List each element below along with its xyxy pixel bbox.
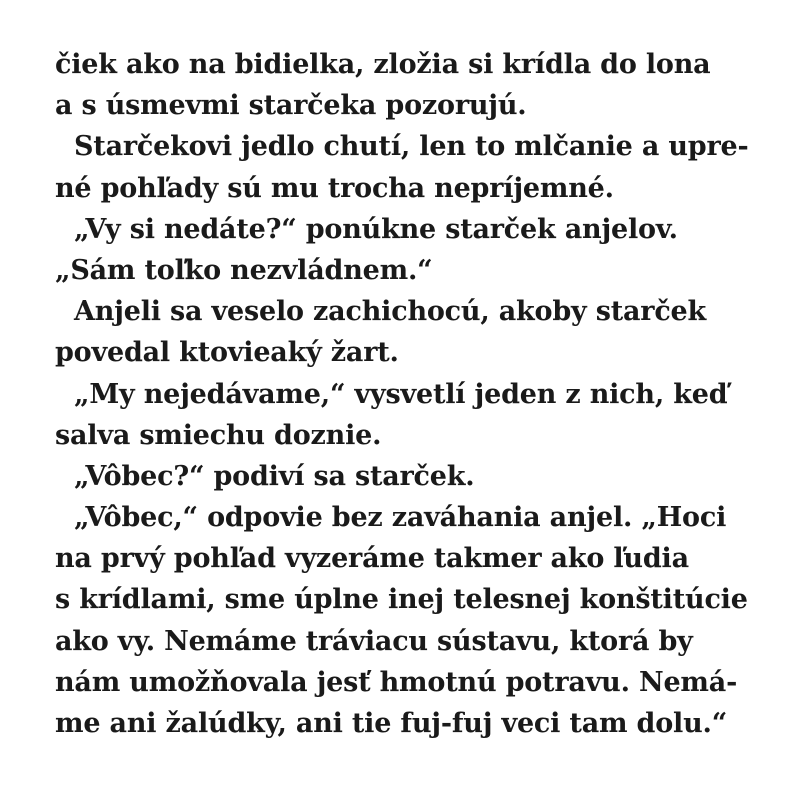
text-line-17: me ani žalúdky, ani tie fuj-fuj veci tam dolu.“	[55, 708, 728, 739]
text-line-15: ako vy. Nemáme tráviacu sústavu, ktorá by	[55, 625, 693, 657]
text-line-1: čiek ako na bidielka, zložia si krídla do lona	[55, 49, 711, 80]
text-line-11: „Vôbec?“ podiví sa starček.	[74, 460, 475, 492]
text-line-12: „Vôbec,“ odpovie bez zaváhania anjel. „Hoci	[74, 502, 727, 534]
text-line-2: a s úsmevmi starčeka pozorujú.	[55, 90, 527, 122]
text-line-14: s krídlami, sme úplne inej telesnej konštitúcie	[55, 584, 748, 616]
text-line-7: Anjeli sa veselo zachichocú, akoby starček	[74, 296, 707, 328]
text-line-16: nám umožňovala jesť hmotnú potravu. Nemá-	[55, 666, 738, 698]
text-line-13: na prvý pohľad vyzeráme takmer ako ľudia	[55, 543, 689, 575]
text-line-4: né pohľady sú mu trocha nepríjemné.	[55, 172, 614, 204]
text-line-10: salva smiechu doznie.	[55, 419, 382, 451]
text-line-6: „Sám toľko nezvládnem.“	[55, 254, 433, 286]
text-line-9: „My nejedávame,“ vysvetlí jeden z nich, keď	[74, 378, 728, 410]
text-line-3: Starčekovi jedlo chutí, len to mlčanie a upre-	[74, 131, 749, 163]
text-line-5: „Vy si nedáte?“ ponúkne starček anjelov.	[74, 213, 678, 245]
text-line-8: povedal ktovieaký žart.	[55, 337, 399, 369]
